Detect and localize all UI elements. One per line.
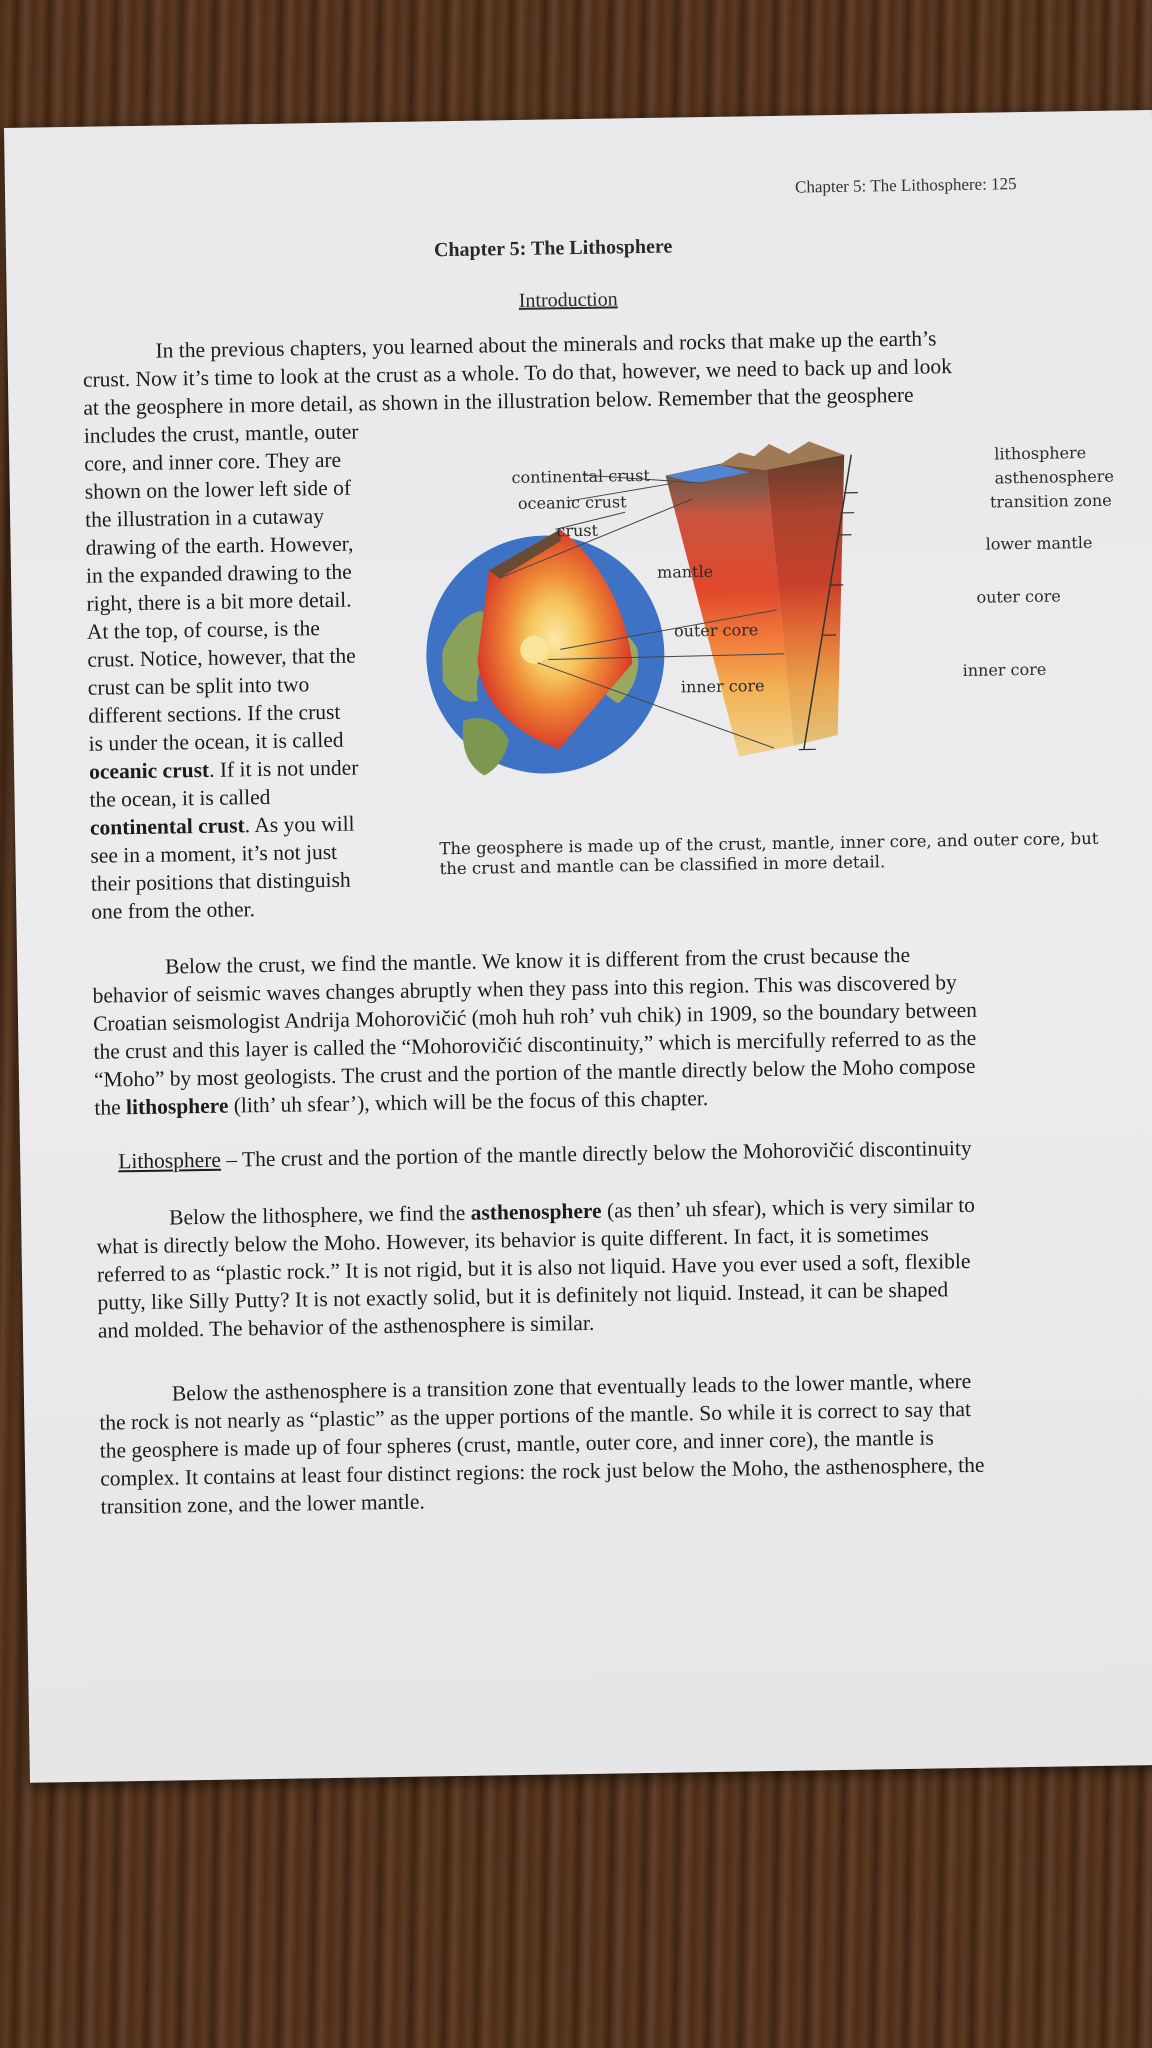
column-line: is under the ocean, it is called: [88, 727, 344, 756]
term-oceanic-crust: oceanic crust: [88, 757, 210, 784]
definition-lithosphere: Lithosphere – The crust and the portion of the mantle directly below the Mohorovičić discontinuity: [118, 1135, 972, 1174]
label-mantle: mantle: [656, 561, 714, 582]
label-oceanic-crust: oceanic crust: [517, 492, 627, 513]
column-line: crust. Notice, however, that the: [87, 643, 356, 672]
column-line: right, there is a bit more detail.: [86, 587, 352, 616]
column-line: includes the crust, mantle, outer: [83, 419, 359, 448]
label-outer-core-right: outer core: [976, 586, 1061, 607]
definition-term: Lithosphere: [118, 1147, 222, 1174]
body-line: what is directly below the Moho. However, its behavior is quite different. In fact, it is sometimes: [96, 1221, 929, 1259]
intro-line: crust. Now it’s time to look at the crust as a whole. To do that, however, we need to back up and look: [82, 354, 953, 392]
column-line: crust can be split into two: [87, 672, 310, 700]
body-line: and molded. The behavior of the asthenosphere is similar.: [97, 1310, 595, 1343]
body-line: Below the asthenosphere is a transition zone that eventually leads to the lower mantle, where: [171, 1368, 972, 1406]
chapter-title: Chapter 5: The Lithosphere: [433, 235, 673, 262]
column-line: shown on the lower left side of: [84, 475, 352, 504]
body-line: Below the lithosphere, we find the asthenosphere (as then’ uh sfear), which is very similar to: [168, 1192, 976, 1230]
body-line: complex. It contains at least four distinct regions: the rock just below the Moho, the asthenosphere, the: [100, 1452, 985, 1491]
label-crust: crust: [556, 520, 599, 541]
column-line: one from the other.: [91, 897, 256, 924]
label-outer-core: outer core: [673, 620, 759, 641]
column-line: see in a moment, it’s not just: [90, 839, 338, 868]
body-line: the lithosphere (lith’ uh sfear’), which will be the focus of this chapter.: [94, 1086, 709, 1120]
column-line: oceanic crust. If it is not under: [88, 755, 359, 784]
body-line: Croatian seismologist Andrija Mohorovičić (moh huh roh’ vuh chik) in 1909, so the boundary between: [92, 997, 978, 1036]
label-inner-core-right: inner core: [962, 659, 1047, 681]
column-line: drawing of the earth. However,: [85, 531, 354, 560]
label-asthenosphere: asthenosphere: [994, 466, 1114, 488]
body-line: putty, like Silly Putty? It is not exactly solid, but it is definitely not liquid. Instead, it can be shaped: [97, 1277, 949, 1315]
column-line: At the top, of course, is the: [86, 616, 320, 644]
column-line: continental crust. As you will: [89, 811, 355, 840]
body-line: “Moho” by most geologists. The crust and the portion of the mantle directly below the Moho compose: [93, 1053, 976, 1092]
body-line: Below the crust, we find the mantle. We know it is different from the crust because the: [165, 942, 911, 979]
figure-caption: the crust and mantle can be classified in more detail.: [439, 852, 886, 879]
term-asthenosphere: asthenosphere: [470, 1198, 602, 1225]
term-lithosphere: lithosphere: [125, 1093, 229, 1120]
label-transition-zone: transition zone: [989, 490, 1112, 512]
column-line: different sections. If the crust: [88, 699, 341, 728]
section-title: Introduction: [518, 288, 618, 312]
label-inner-core: inner core: [680, 676, 765, 697]
term-continental-crust: continental crust: [89, 813, 245, 840]
column-line: their positions that distinguish: [90, 867, 351, 896]
figure-caption: The geosphere is made up of the crust, mantle, inner core, and outer core, but: [439, 828, 1099, 859]
column-line: in the expanded drawing to the: [85, 559, 352, 588]
column-line: the illustration in a cutaway: [84, 504, 325, 532]
body-line: behavior of seismic waves changes abruptly when they pass into this region. This was discovered by: [92, 970, 957, 1008]
running-head: Chapter 5: The Lithosphere: 125: [794, 174, 1017, 197]
body-line: the rock is not nearly as “plastic” as the upper portions of the mantle. So while it is correct to say that: [99, 1396, 972, 1435]
column-line: the ocean, it is called: [89, 784, 271, 812]
column-line: core, and inner core. They are: [84, 447, 342, 476]
label-continental-crust: continental crust: [511, 465, 650, 488]
body-line: referred to as “plastic rock.” It is not rigid, but it is also not liquid. Have you ever used a soft, flexible: [96, 1248, 971, 1287]
label-lower-mantle: lower mantle: [985, 532, 1093, 554]
body-line: transition zone, and the lower mantle.: [100, 1489, 426, 1519]
intro-line: In the previous chapters, you learned about the minerals and rocks that make up the earth’s: [155, 326, 937, 363]
book-page: [4, 110, 1152, 1783]
body-line: the geosphere is made up of four spheres (crust, mantle, outer core, and inner core), the mantle is: [99, 1425, 934, 1463]
body-line: the crust and this layer is called the “Mohorovičić discontinuity,” which is mercifully referred to as the: [93, 1025, 977, 1064]
intro-line: at the geosphere in more detail, as shown in the illustration below. Remember that the geosphere: [83, 382, 914, 420]
label-lithosphere: lithosphere: [994, 443, 1087, 464]
